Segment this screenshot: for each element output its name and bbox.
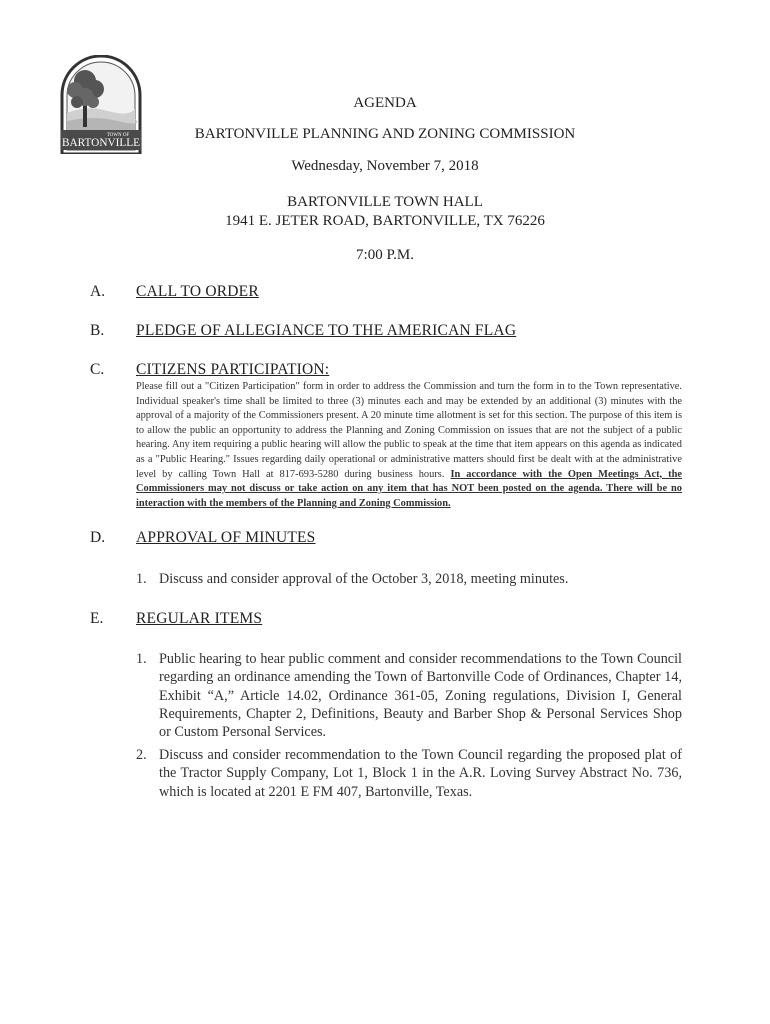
section-b-title: PLEDGE OF ALLEGIANCE TO THE AMERICAN FLAG	[136, 322, 517, 339]
item-number: 1.	[136, 651, 147, 667]
open-meetings-notice: In accordance with the Open Meetings Act, the Commissioners may not discuss or take action on any item that has NOT been posted on the agenda. There will be no interaction with the members of the Planning and Zoning Commission.	[136, 468, 682, 509]
logo-town-of: TOWN OF	[106, 133, 130, 138]
section-a-title: CALL TO ORDER	[136, 283, 259, 300]
item-text: Discuss and consider approval of the October 3, 2018, meeting minutes.	[159, 571, 569, 587]
section-a-letter: A.	[90, 283, 106, 300]
agenda-heading: AGENDA	[353, 95, 417, 111]
commission-name: BARTONVILLE PLANNING AND ZONING COMMISSION	[194, 126, 576, 142]
item-number: 1.	[136, 571, 147, 587]
meeting-address: 1941 E. JETER ROAD, BARTONVILLE, TX 76226	[225, 213, 545, 229]
citizens-participation-body: Please fill out a "Citizen Participation" form in order to address the Commission and turn the form in to the Town representative. Individual speaker's time shall be limited to three (3) minutes each and may be extended by an additional (3) minutes with the approval of a majority of the Commissioners present. A 20 minute time allotment is set for this section. The purpose of this item is to allow the public an opportunity to address the Planning and Zoning Commission on issues that are not the subject of a public hearing. Any item requiring a public hearing will allow the public to speak at the time that item appears on this agenda as indicated as a "Public Hearing." Issues regarding daily operational or administrative matters should first be dealt with at the administrative level by calling Town Hall at 817-693-5280 during business hours.	[136, 381, 682, 480]
item-text: Discuss and consider recommendation to the Town Council regarding the proposed plat of the Tractor Supply Company, Lot 1, Block 1 in the A.R. Loving Survey Abstract No. 736, which is located at 2201 E FM 407, Bartonville, Texas.	[159, 747, 682, 800]
section-b-letter: B.	[90, 322, 105, 339]
logo-bartonville: BARTONVILLE	[62, 137, 140, 149]
meeting-date: Wednesday, November 7, 2018	[291, 158, 479, 174]
section-e-title: REGULAR ITEMS	[136, 610, 263, 627]
regular-item-1	[136, 650, 682, 741]
section-d-letter: D.	[90, 529, 106, 546]
section-e-letter: E.	[90, 610, 104, 627]
regular-item-2	[136, 746, 682, 801]
citizens-participation-text	[136, 380, 682, 511]
item-number: 2.	[136, 747, 147, 763]
minutes-item-1	[136, 570, 682, 588]
section-c-title: CITIZENS PARTICIPATION:	[136, 361, 330, 378]
section-c-letter: C.	[90, 361, 105, 378]
meeting-venue: BARTONVILLE TOWN HALL	[287, 194, 483, 210]
section-d-title: APPROVAL OF MINUTES	[136, 529, 316, 546]
item-text: Public hearing to hear public comment and consider recommendations to the Town Council regarding an ordinance amending the Town of Bartonville Code of Ordinances, Chapter 14, Exhibit “A,” Article 14.02, Ordinance 361-05, Zoning regulations, Division I, General Requirements, Chapter 2, Definitions, Beauty and Barber Shop & Personal Services Shop or Custom Personal Services.	[159, 651, 682, 741]
meeting-time: 7:00 P.M.	[356, 247, 414, 263]
